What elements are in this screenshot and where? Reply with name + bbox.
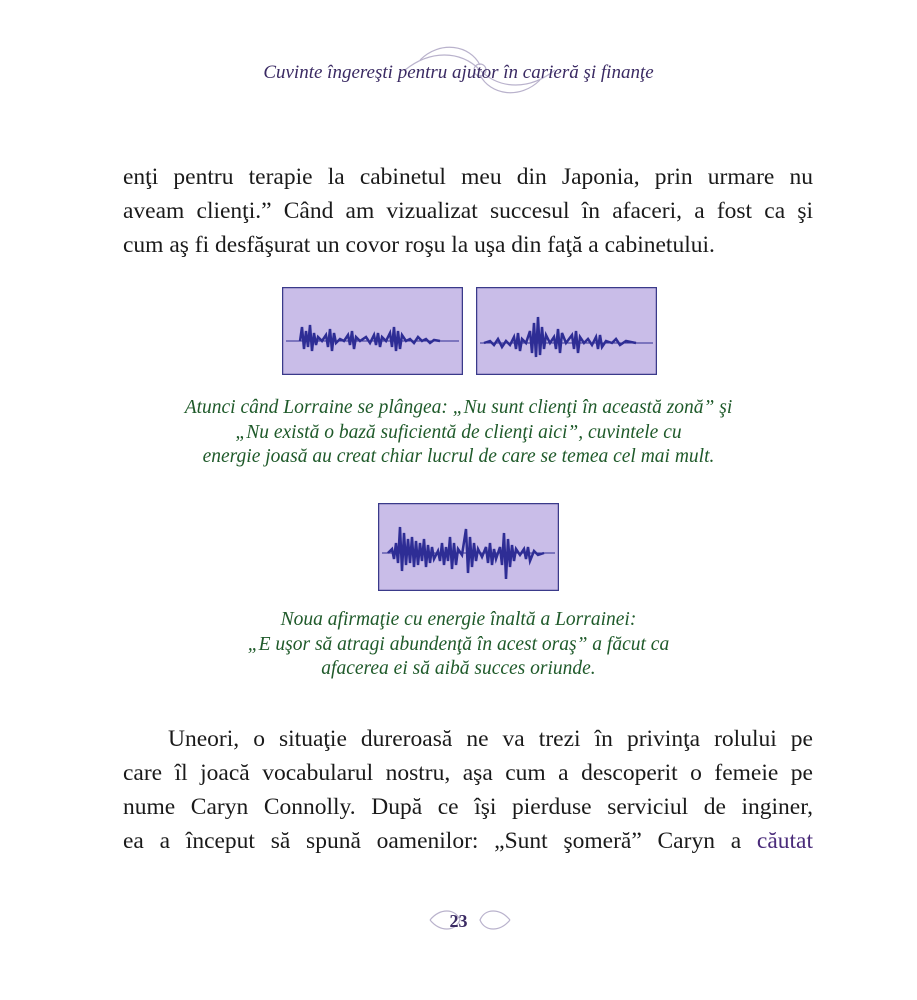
running-header: Cuvinte îngereşti pentru ajutor în carieră şi finanţe <box>263 62 654 83</box>
caption-line: Atunci când Lorraine se plângea: „Nu sunt clienţi în această zonă” şi <box>184 397 733 418</box>
paragraph-line: aveam clienţi.” Când am vizualizat succesul în afaceri, a fost ca şi <box>123 198 813 224</box>
waveform-image-low-energy-2 <box>476 287 657 375</box>
paragraph-line: cum aş fi desfăşurat un covor roşu la uşa din faţă a cabinetului. <box>123 232 715 258</box>
waveform-image-high-energy <box>378 503 559 591</box>
paragraph-line: care îl joacă vocabularul nostru, aşa cum a descoperit o femeie pe <box>123 760 813 786</box>
caption-line: Noua afirmaţie cu energie înaltă a Lorrainei: <box>280 609 637 630</box>
paragraph-line: nume Caryn Connolly. După ce îşi pierduse serviciul de inginer, <box>123 794 813 820</box>
caption-high-energy <box>0 608 917 682</box>
caption-low-energy <box>0 396 917 470</box>
paragraph-2 <box>123 722 813 858</box>
caption-line: afacerea ei să aibă succes oriunde. <box>321 658 596 679</box>
paragraph-line: enţi pentru terapie la cabinetul meu din Japonia, prin urmare nu <box>123 164 813 190</box>
paragraph-text: ea a început să spună oamenilor: „Sunt şomeră” Caryn a <box>123 828 742 854</box>
waveform-image-low-energy-1 <box>282 287 463 375</box>
paragraph-1 <box>123 160 813 262</box>
paragraph-line <box>123 824 813 858</box>
paragraph-line: Uneori, o situaţie dureroasă ne va trezi în privinţa rolului pe <box>168 726 813 752</box>
caption-line: energie joasă au creat chiar lucrul de care se temea cel mai mult. <box>202 446 715 467</box>
caption-line: „Nu există o bază suficientă de clienţi aici”, cuvintele cu <box>235 421 682 443</box>
page-number: 23 <box>449 911 468 931</box>
highlighted-word: căutat <box>756 828 813 854</box>
caption-line: „E uşor să atragi abundenţă în acest oraş” a făcut ca <box>247 633 670 655</box>
